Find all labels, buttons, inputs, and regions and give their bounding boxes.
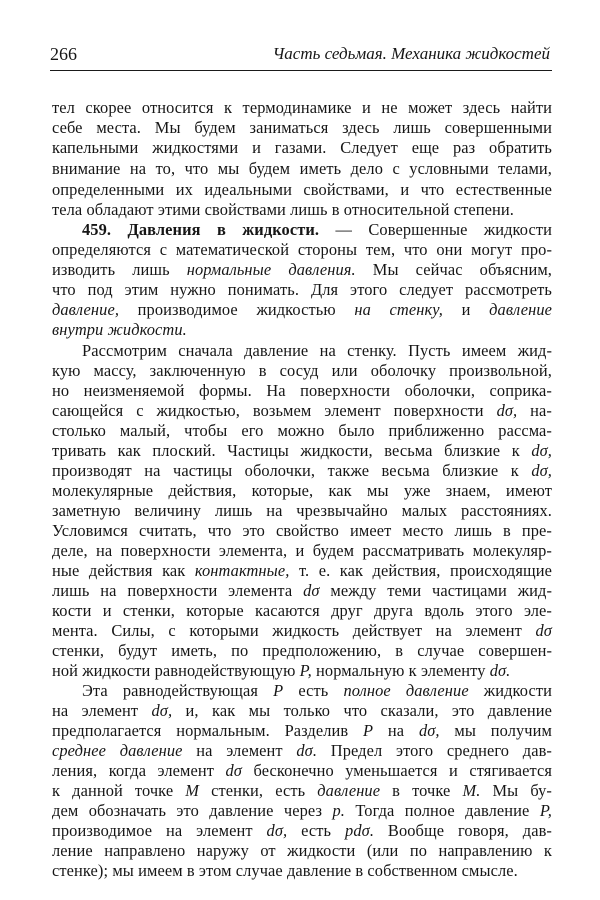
italic-run: P, bbox=[539, 801, 553, 821]
text-line bbox=[52, 720, 552, 742]
text-run: между теми частицами жид- bbox=[319, 580, 552, 600]
text-run: определяются с математической стороны тем, что они могут про- bbox=[52, 240, 552, 260]
text-line bbox=[82, 340, 552, 362]
text-run: жидкости bbox=[468, 681, 552, 701]
page-header bbox=[50, 42, 552, 72]
text-line bbox=[52, 259, 552, 281]
text-run: что под этим нужно понимать. Для этого следует рассмотреть bbox=[52, 280, 552, 300]
text-line bbox=[52, 158, 552, 180]
text-run: Рассмотрим сначала давление на стенку. Пусть имеем жид- bbox=[82, 341, 552, 360]
page-number: 266 bbox=[50, 44, 77, 64]
text-run: есть bbox=[283, 681, 344, 701]
text-run: кости и стенки, которые касаются друг друга вдоль этого эле- bbox=[52, 600, 552, 620]
italic-run: полное давление bbox=[343, 681, 469, 701]
text-line bbox=[52, 620, 552, 642]
text-line bbox=[52, 97, 552, 119]
text-line bbox=[52, 820, 552, 842]
italic-run: давление bbox=[317, 781, 381, 801]
text-run: Мы сейчас объясним, bbox=[355, 260, 552, 280]
text-run: молекулярные действия, которые, как мы уже знаем, имеют bbox=[52, 480, 552, 500]
italic-run: pdσ. bbox=[345, 821, 375, 841]
text-line bbox=[52, 840, 552, 862]
text-run: и, как мы только что сказали, это давление bbox=[172, 701, 552, 721]
italic-run: dσ bbox=[303, 580, 320, 600]
text-run: к данной точке bbox=[52, 781, 186, 801]
text-line bbox=[52, 117, 552, 139]
text-run: тривать как плоский. Частицы жидкости, весьма близкие к bbox=[52, 440, 532, 460]
italic-run: dσ. bbox=[489, 661, 511, 681]
italic-run: dσ bbox=[225, 761, 242, 781]
text-line bbox=[52, 800, 552, 822]
italic-run: dσ, bbox=[418, 721, 440, 741]
text-run: но неизменяемой формы. На поверхности оболочки, соприка- bbox=[52, 380, 552, 400]
text-line bbox=[52, 380, 552, 402]
text-run: мы получим bbox=[439, 721, 552, 741]
text-run: предполагается нормальным. Разделив bbox=[52, 721, 364, 741]
text-line bbox=[52, 660, 552, 682]
text-run: внимание на то, что мы будем иметь дело с условными телами, bbox=[52, 158, 552, 178]
section-heading: 459. Давления в жидкости. bbox=[82, 220, 320, 240]
text-line bbox=[52, 500, 552, 522]
text-run: Предел этого среднего дав- bbox=[317, 741, 552, 761]
text-line bbox=[82, 680, 552, 702]
italic-run: dσ, bbox=[266, 821, 288, 841]
text-line bbox=[52, 279, 552, 301]
italic-run: P bbox=[273, 681, 284, 701]
running-title: Часть седьмая. Механика жидкостей bbox=[272, 44, 550, 63]
text-line bbox=[52, 360, 552, 382]
text-line bbox=[52, 299, 552, 321]
text-line bbox=[52, 540, 552, 562]
text-run: мента. Силы, с которыми жидкость действует на элемент bbox=[52, 620, 536, 640]
text-line bbox=[52, 580, 552, 602]
text-run: на элемент bbox=[52, 701, 152, 721]
text-run: на- bbox=[517, 400, 552, 420]
text-run: изводить лишь bbox=[52, 260, 187, 280]
text-run: бесконечно уменьшается и стягивается bbox=[242, 761, 552, 781]
text-run: Эта равнодействующая bbox=[82, 681, 274, 701]
text-line bbox=[52, 780, 552, 802]
text-run: капельными жидкостями и газами. Следует еще раз обратить bbox=[52, 137, 552, 157]
text-line bbox=[52, 700, 552, 722]
text-line bbox=[52, 420, 552, 442]
text-run: Тогда полное давление bbox=[345, 801, 540, 821]
text-run: лишь на поверхности элемента bbox=[52, 580, 304, 600]
italic-run: M. bbox=[462, 781, 481, 801]
text-run: Мы бу- bbox=[480, 781, 552, 801]
italic-run: P, bbox=[299, 661, 312, 681]
text-run: тела обладают этими свойствами лишь в относительной степени. bbox=[52, 200, 514, 220]
text-run: определенными их идеальными свойствами, и что естественные bbox=[52, 179, 552, 199]
italic-run: dσ, bbox=[531, 440, 552, 460]
text-run: стенке); мы имеем в этом случае давление в собственном смысле. bbox=[52, 861, 518, 880]
text-line bbox=[52, 860, 552, 882]
text-line bbox=[52, 179, 552, 201]
italic-run: среднее давление bbox=[52, 741, 183, 761]
text-run: в точке bbox=[380, 781, 463, 801]
italic-run: dσ bbox=[535, 620, 552, 640]
text-run: ление направлено наружу от жидкости (или по направлению к bbox=[52, 841, 552, 860]
text-run: есть bbox=[287, 821, 346, 841]
text-run: нормальную к элементу bbox=[311, 661, 490, 681]
text-run: производимое жидкостью bbox=[119, 300, 355, 320]
italic-run: dσ, bbox=[531, 460, 552, 480]
italic-run: p. bbox=[332, 801, 345, 821]
italic-run: P bbox=[363, 721, 374, 741]
text-line bbox=[52, 239, 552, 261]
text-line bbox=[52, 740, 552, 762]
text-run: и bbox=[442, 300, 490, 320]
text-line bbox=[52, 480, 552, 502]
italic-run: dσ. bbox=[296, 741, 318, 761]
text-line bbox=[52, 199, 552, 221]
header-rule bbox=[50, 70, 552, 71]
italic-run: dσ, bbox=[496, 400, 518, 420]
text-run: ные действия как bbox=[52, 560, 195, 580]
text-run: ления, когда элемент bbox=[52, 761, 226, 781]
italic-run: внутри жидкости. bbox=[52, 320, 187, 340]
text-line bbox=[52, 600, 552, 622]
text-run: на bbox=[373, 721, 419, 741]
italic-run: M bbox=[185, 781, 200, 801]
text-run: столько малый, чтобы его можно было приближенно рассма- bbox=[52, 420, 552, 440]
text-run: стенки, будут иметь, по предположению, в случае совершен- bbox=[52, 640, 552, 660]
text-line bbox=[52, 440, 552, 462]
text-run: — Совершенные жидкости bbox=[319, 220, 552, 240]
text-run: кую массу, заключенную в сосуд или оболочку произвольной, bbox=[52, 360, 552, 380]
text-line bbox=[52, 460, 552, 482]
text-run: Вообще говоря, дав- bbox=[374, 821, 552, 841]
text-run: производимое на элемент bbox=[52, 821, 267, 841]
text-line bbox=[52, 400, 552, 422]
text-run: Условимся считать, что это свойство имеет место лишь в пре- bbox=[52, 520, 552, 540]
text-run: производят на частицы оболочки, также весьма близкие к bbox=[52, 460, 532, 480]
text-run: стенки, есть bbox=[199, 781, 318, 801]
text-run: дем обозначать это давление через bbox=[52, 801, 333, 821]
text-line bbox=[52, 640, 552, 662]
text-run: тел скорее относится к термодинамике и не может здесь найти bbox=[52, 98, 552, 117]
text-run: на элемент bbox=[182, 741, 297, 761]
text-run: себе места. Мы будем заниматься здесь лишь совершенными bbox=[52, 118, 552, 137]
text-line bbox=[52, 319, 552, 341]
italic-run: контактные, bbox=[194, 560, 290, 580]
text-line bbox=[52, 560, 552, 582]
text-run: т. е. как действия, происходящие bbox=[289, 560, 552, 580]
text-line bbox=[52, 520, 552, 542]
text-run: заметную величину лишь на чрезвычайно малых расстояниях. bbox=[52, 500, 552, 520]
text-line bbox=[82, 219, 552, 241]
italic-run: давление bbox=[489, 300, 552, 320]
text-run: сающейся с жидкостью, возьмем элемент поверхности bbox=[52, 400, 497, 420]
text-line bbox=[52, 137, 552, 159]
italic-run: давление, bbox=[52, 300, 120, 320]
text-run: деле, на поверхности элемента, и будем рассматривать молекуляр- bbox=[52, 540, 552, 560]
italic-run: нормальные давления. bbox=[186, 260, 356, 280]
text-run: ной жидкости равнодействующую bbox=[52, 661, 300, 681]
text-line bbox=[52, 760, 552, 782]
italic-run: dσ, bbox=[151, 701, 173, 721]
italic-run: на стенку, bbox=[354, 300, 443, 320]
